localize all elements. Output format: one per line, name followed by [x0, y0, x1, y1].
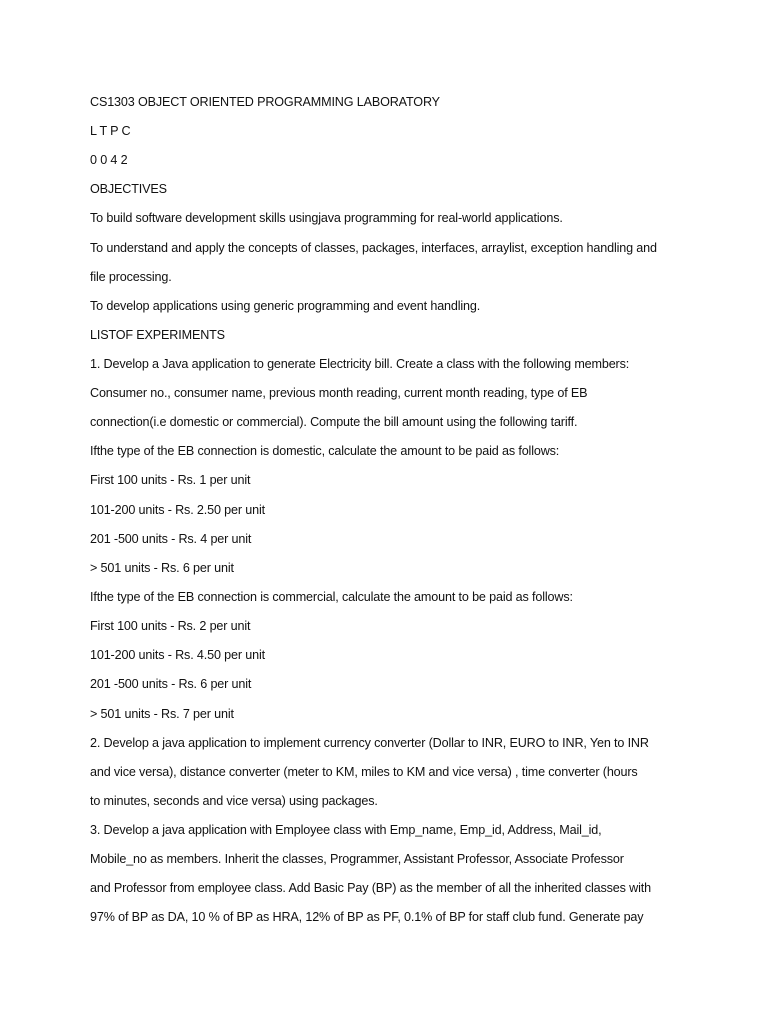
ltpc-values: 0 0 4 2 [90, 153, 128, 167]
domestic-tariff-intro: Ifthe type of the EB connection is domestic, calculate the amount to be paid as follows: [90, 444, 560, 458]
domestic-tariff-3: 201 -500 units - Rs. 4 per unit [90, 532, 252, 546]
commercial-tariff-intro: Ifthe type of the EB connection is commercial, calculate the amount to be paid as follows: [90, 590, 573, 604]
experiment-3-line-1: 3. Develop a java application with Employee class with Emp_name, Emp_id, Address, Mail_id, [90, 823, 602, 837]
experiment-2-line-1: 2. Develop a java application to implement currency converter (Dollar to INR, EURO to INR, Yen to INR [90, 736, 649, 750]
objective-2-cont: file processing. [90, 270, 172, 284]
objectives-heading: OBJECTIVES [90, 182, 167, 196]
experiment-1-line-3: connection(i.e domestic or commercial). Compute the bill amount using the following tariff. [90, 415, 578, 429]
commercial-tariff-4: > 501 units - Rs. 7 per unit [90, 707, 234, 721]
objective-3: To develop applications using generic programming and event handling. [90, 299, 481, 313]
experiment-1-line-2: Consumer no., consumer name, previous month reading, current month reading, type of EB [90, 386, 588, 400]
experiment-1-line-1: 1. Develop a Java application to generate Electricity bill. Create a class with the following members: [90, 357, 630, 371]
objective-1: To build software development skills usingjava programming for real-world applications. [90, 211, 563, 225]
experiment-2-line-2: and vice versa), distance converter (meter to KM, miles to KM and vice versa) , time converter (hours [90, 765, 638, 779]
course-title: CS1303 OBJECT ORIENTED PROGRAMMING LABORATORY [90, 95, 440, 109]
objective-2: To understand and apply the concepts of classes, packages, interfaces, arraylist, exception handling and [90, 241, 657, 255]
commercial-tariff-2: 101-200 units - Rs. 4.50 per unit [90, 648, 265, 662]
commercial-tariff-1: First 100 units - Rs. 2 per unit [90, 619, 251, 633]
experiment-2-line-3: to minutes, seconds and vice versa) using packages. [90, 794, 378, 808]
domestic-tariff-4: > 501 units - Rs. 6 per unit [90, 561, 234, 575]
domestic-tariff-1: First 100 units - Rs. 1 per unit [90, 473, 251, 487]
commercial-tariff-3: 201 -500 units - Rs. 6 per unit [90, 677, 252, 691]
domestic-tariff-2: 101-200 units - Rs. 2.50 per unit [90, 503, 265, 517]
ltpc-header: L T P C [90, 124, 131, 138]
experiment-3-line-2: Mobile_no as members. Inherit the classes, Programmer, Assistant Professor, Associate Professor [90, 852, 624, 866]
experiment-3-line-3: and Professor from employee class. Add Basic Pay (BP) as the member of all the inherited classes with [90, 881, 651, 895]
experiments-heading: LISTOF EXPERIMENTS [90, 328, 225, 342]
experiment-3-line-4: 97% of BP as DA, 10 % of BP as HRA, 12% of BP as PF, 0.1% of BP for staff club fund. Generate pay [90, 910, 644, 924]
